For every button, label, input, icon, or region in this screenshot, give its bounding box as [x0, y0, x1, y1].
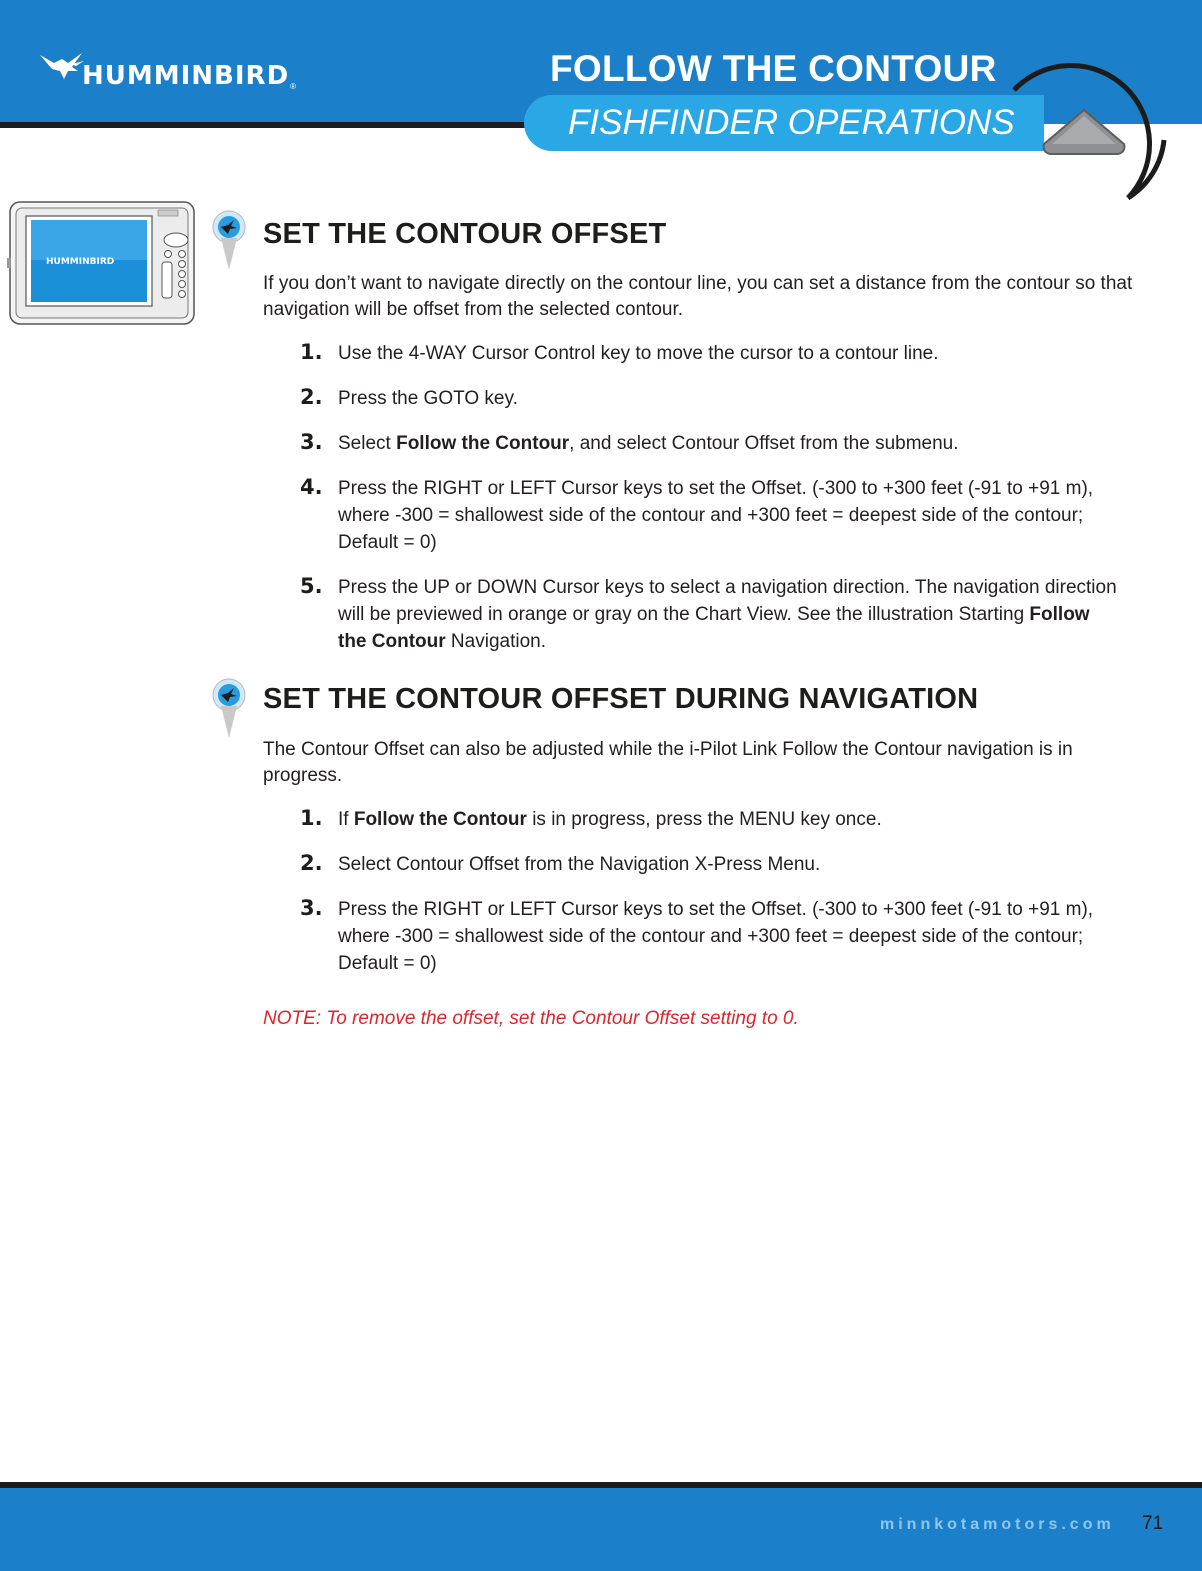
step-number: 2.: [300, 385, 323, 409]
hummingbird-pin-icon: [212, 678, 246, 740]
page-subtitle: FISHFINDER OPERATIONS: [568, 103, 1015, 142]
step-text: Select Contour Offset from the Navigation X-Press Menu.: [338, 854, 821, 875]
brand-registered-mark: ®: [290, 81, 297, 91]
step-text: Press the RIGHT or LEFT Cursor keys to set the Offset. (-300 to +300 feet (-91 to +91 m), where -300 = shallowest side of the contour and +300 feet = deepest side of the contour; Default = 0): [338, 899, 1094, 974]
page-title: FOLLOW THE CONTOUR: [550, 48, 997, 89]
brand-name: HUMMINBIRD: [82, 61, 290, 91]
section-intro-contour-offset: If you don’t want to navigate directly on the contour line, you can set a distance from the contour so that navigation will be offset from the selected contour.: [263, 273, 1133, 320]
section-intro-offset-during-navigation: The Contour Offset can also be adjusted while the i-Pilot Link Follow the Contour navigation is in progress.: [263, 739, 1073, 786]
step-text: Press the UP or DOWN Cursor keys to select a navigation direction. The navigation direction will be previewed in orange or gray on the Chart View. See the illustration Starting Follow the Contour Navigation.: [338, 577, 1117, 652]
page-number: 71: [1142, 1513, 1164, 1534]
step-text: Select Follow the Contour, and select Contour Offset from the submenu.: [338, 433, 959, 454]
step-number: 1.: [300, 340, 323, 364]
step-number: 3.: [300, 896, 323, 920]
list-item: [300, 385, 1120, 412]
step-number: 1.: [300, 806, 323, 830]
list-item: [300, 851, 1120, 878]
section-heading-contour-offset: SET THE CONTOUR OFFSET: [263, 218, 667, 250]
header-rule: [0, 122, 560, 128]
step-text: Press the GOTO key.: [338, 388, 518, 409]
list-item: [300, 574, 1120, 655]
step-number: 2.: [300, 851, 323, 875]
step-number: 5.: [300, 574, 323, 598]
humminbird-logo: [38, 46, 296, 96]
up-arrow-icon: [1044, 110, 1125, 154]
list-item: [300, 475, 1120, 556]
footer-website-link[interactable]: minnkotamotors.com: [880, 1516, 1115, 1533]
hummingbird-logo-icon: [38, 49, 86, 93]
list-item: [300, 806, 1120, 833]
back-to-top-button[interactable]: [1004, 52, 1170, 202]
step-text: Use the 4-WAY Cursor Control key to move the cursor to a contour line.: [338, 343, 939, 364]
hummingbird-pin-icon: [212, 210, 246, 272]
step-number: 3.: [300, 430, 323, 454]
device-screen-brand: HUMMINBIRD: [46, 257, 115, 267]
list-item: [300, 340, 1120, 367]
step-text: Press the RIGHT or LEFT Cursor keys to set the Offset. (-300 to +300 feet (-91 to +91 m), where -300 = shallowest side of the contour and +300 feet = deepest side of the contour; Default = 0): [338, 478, 1094, 553]
note-text: NOTE: To remove the offset, set the Contour Offset setting to 0.: [263, 1008, 799, 1029]
section-heading-offset-during-navigation: SET THE CONTOUR OFFSET DURING NAVIGATION: [263, 683, 979, 715]
list-item: [300, 896, 1120, 977]
fishfinder-device-icon: [6, 198, 198, 328]
step-text: If Follow the Contour is in progress, press the MENU key once.: [338, 809, 882, 830]
step-number: 4.: [300, 475, 323, 499]
list-item: [300, 430, 1120, 457]
